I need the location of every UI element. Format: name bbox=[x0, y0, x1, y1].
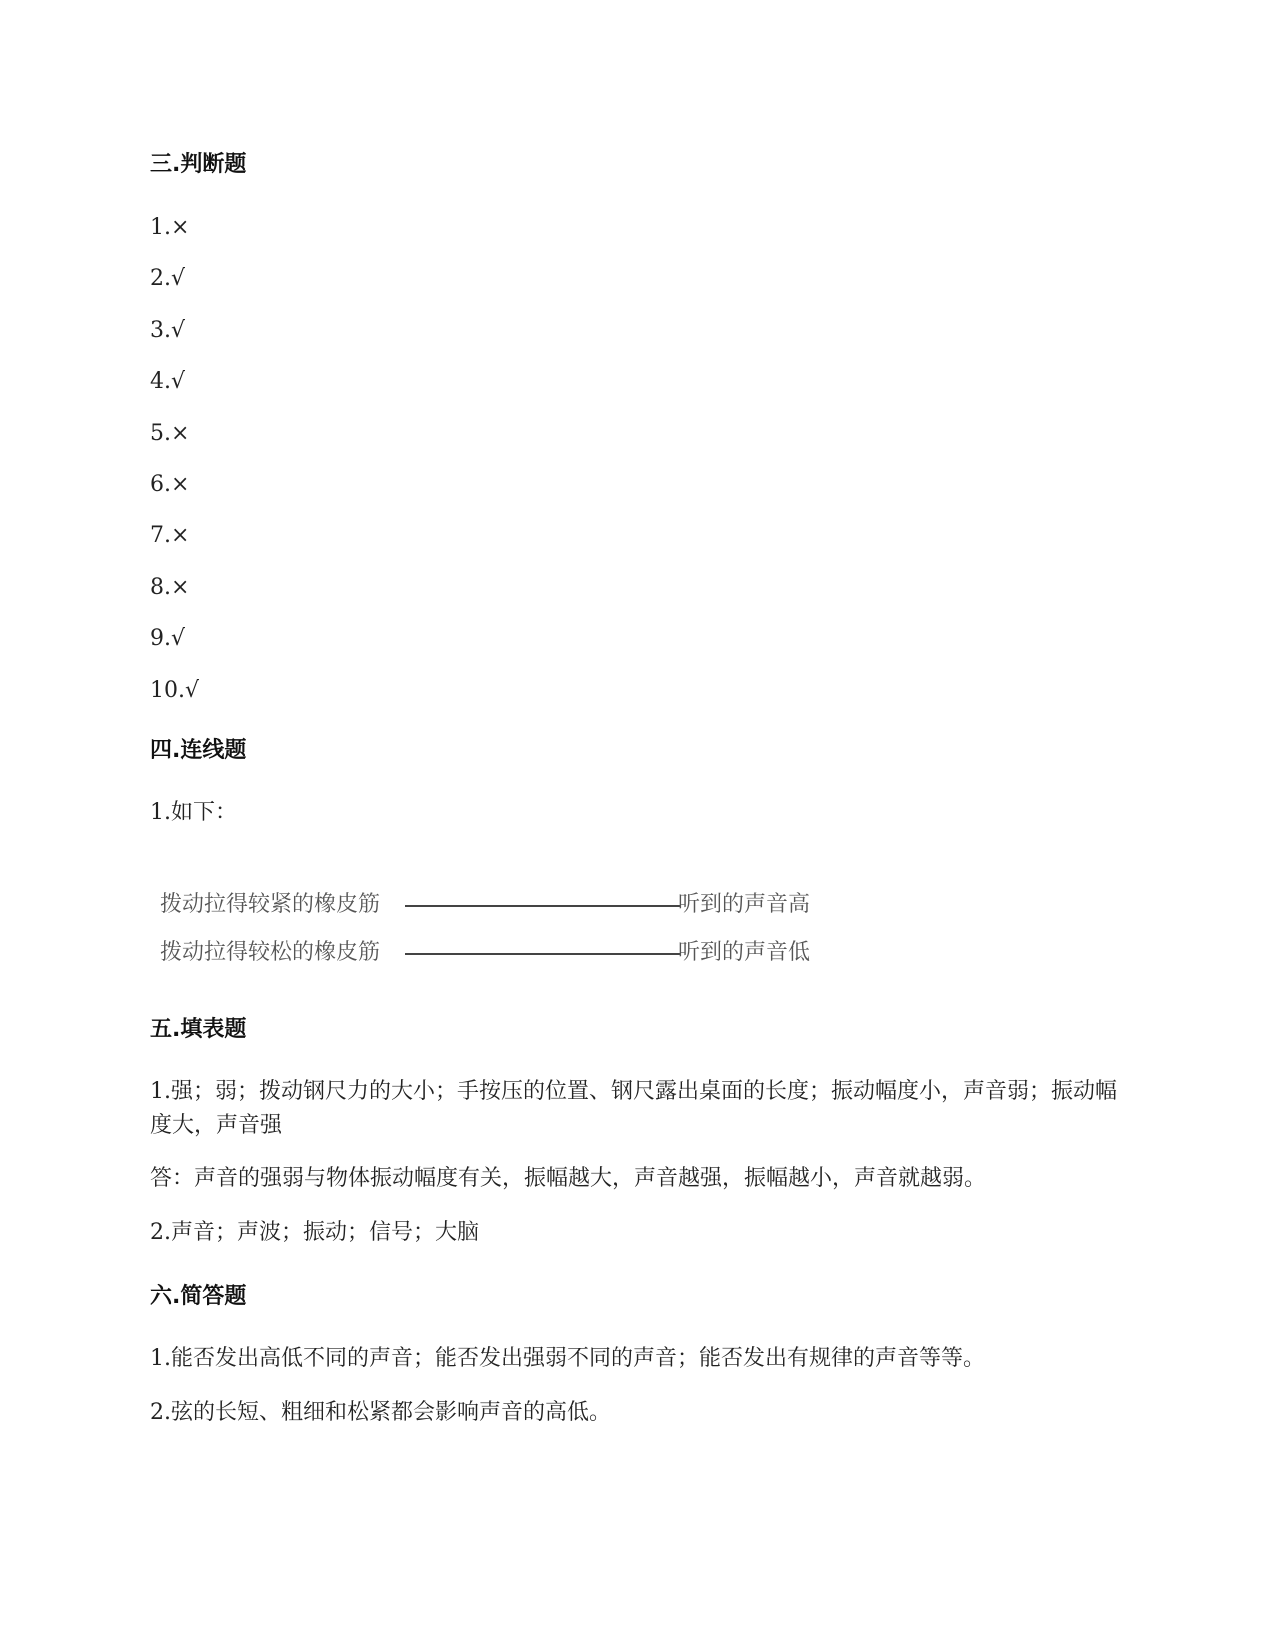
match-connector-line bbox=[405, 905, 680, 907]
judgment-answer-6: 6.× bbox=[150, 472, 190, 497]
judgment-answer-4: 4.√ bbox=[150, 369, 186, 394]
fill-table-answer-1: 答：声音的强弱与物体振动幅度有关，振幅越大，声音越强，振幅越小，声音就越弱。 bbox=[150, 1166, 987, 1191]
match-connector-line bbox=[405, 953, 680, 955]
section-3-heading: 三.判断题 bbox=[150, 152, 247, 177]
match-right-text: 听到的声音高 bbox=[678, 892, 811, 917]
judgment-answer-10: 10.√ bbox=[150, 678, 200, 703]
judgment-answer-5: 5.× bbox=[150, 421, 190, 446]
judgment-answer-9: 9.√ bbox=[150, 626, 186, 651]
fill-table-item-1: 1.强；弱；拨动钢尺力的大小；手按压的位置、钢尺露出桌面的长度；振动幅度小，声音弱；振动幅度大，声音强 bbox=[150, 1079, 1117, 1138]
match-left-text: 拨动拉得较紧的橡皮筋 bbox=[160, 892, 381, 917]
matching-figure bbox=[150, 885, 830, 995]
matching-item-1: 1.如下： bbox=[150, 800, 237, 825]
section-6-heading: 六.简答题 bbox=[150, 1284, 247, 1309]
match-right-text: 听到的声音低 bbox=[678, 940, 811, 965]
match-row bbox=[150, 885, 830, 925]
judgment-answer-2: 2.√ bbox=[150, 266, 186, 291]
judgment-answer-7: 7.× bbox=[150, 523, 190, 548]
section-5-heading: 五.填表题 bbox=[150, 1017, 247, 1042]
short-answer-item-2: 2.弦的长短、粗细和松紧都会影响声音的高低。 bbox=[150, 1400, 611, 1425]
judgment-answer-8: 8.× bbox=[150, 575, 190, 600]
judgment-answer-3: 3.√ bbox=[150, 318, 186, 343]
short-answer-item-1: 1.能否发出高低不同的声音；能否发出强弱不同的声音；能否发出有规律的声音等等。 bbox=[150, 1346, 985, 1371]
match-row bbox=[150, 933, 830, 973]
section-4-heading: 四.连线题 bbox=[150, 738, 247, 763]
fill-table-item-2: 2.声音；声波；振动；信号；大脑 bbox=[150, 1220, 479, 1245]
judgment-answer-1: 1.× bbox=[150, 215, 190, 240]
match-left-text: 拨动拉得较松的橡皮筋 bbox=[160, 940, 381, 965]
